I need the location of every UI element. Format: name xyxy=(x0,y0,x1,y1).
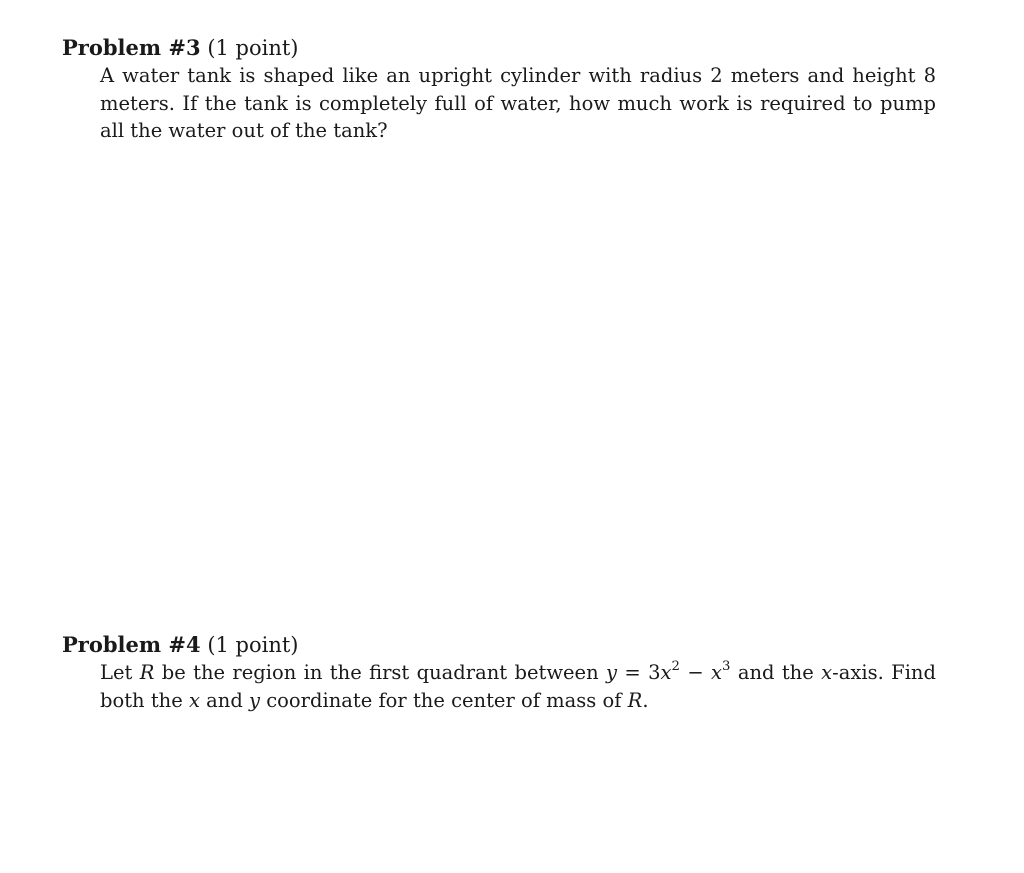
math-variable-y: y xyxy=(249,688,261,712)
text-segment: -axis. Find both the xyxy=(100,661,936,712)
text-segment: be the region in the first quadrant between xyxy=(154,661,607,684)
problem-3 xyxy=(62,34,942,145)
problem-4-title: Problem #4 xyxy=(62,632,201,657)
problem-4-heading xyxy=(62,631,942,659)
text-segment: . xyxy=(642,688,649,712)
math-coefficient: 3 xyxy=(648,661,661,684)
problem-3-title: Problem #3 xyxy=(62,35,201,60)
math-exponent: 2 xyxy=(671,658,680,674)
math-exponent: 3 xyxy=(722,658,731,674)
text-segment: Let xyxy=(100,661,140,684)
text-segment: and the xyxy=(730,661,822,684)
problem-3-points: (1 point) xyxy=(207,36,299,60)
math-variable-r: R xyxy=(139,661,155,684)
problem-4-text xyxy=(100,659,936,714)
problem-3-text: A water tank is shaped like an upright cylinder with radius 2 meters and height 8 meters. If the tank is completely full of water, how much work is required to pump all the water out of the tank? xyxy=(100,64,936,142)
problem-4 xyxy=(62,631,942,714)
math-variable-y: y xyxy=(606,661,618,684)
math-variable-r: R xyxy=(627,688,643,712)
math-variable-x: x xyxy=(188,688,200,712)
math-equals: = xyxy=(617,661,649,684)
problem-3-heading xyxy=(62,34,942,62)
math-minus: − xyxy=(679,661,712,684)
problem-4-points: (1 point) xyxy=(207,633,299,657)
math-variable-x: x xyxy=(711,661,723,684)
text-segment: and xyxy=(199,688,250,712)
math-variable-x: x xyxy=(660,661,672,684)
math-variable-x: x xyxy=(821,661,833,684)
text-segment: coordinate for the center of mass of xyxy=(260,688,628,712)
